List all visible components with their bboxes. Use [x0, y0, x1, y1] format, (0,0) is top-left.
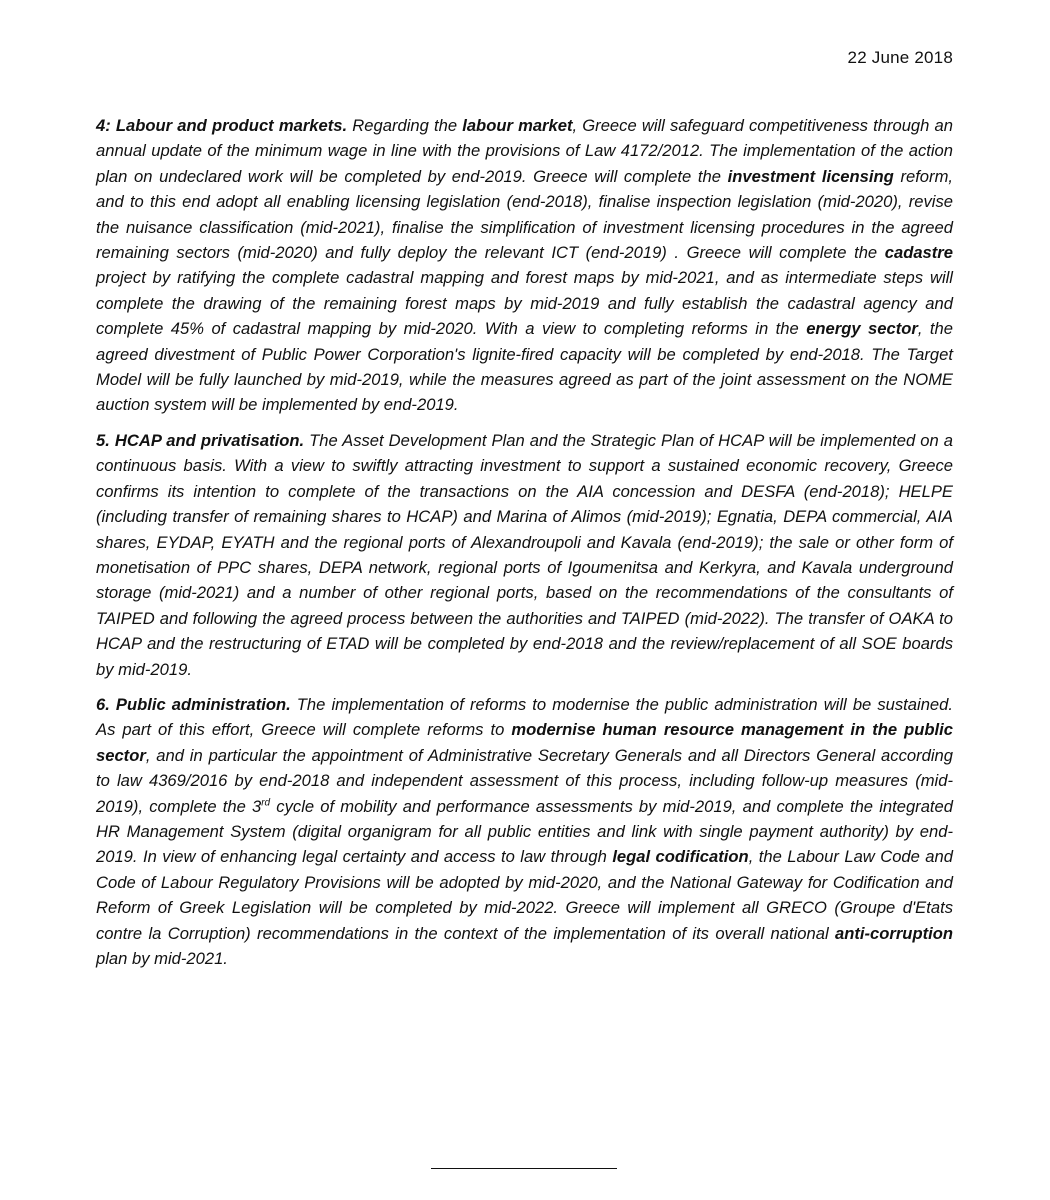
section-labour-product-markets [96, 113, 953, 418]
text-run: project by ratifying the complete cadastral mapping and forest maps by mid-2021, and as intermediate steps will complete the drawing of the remaining forest maps by mid-2019 and fully establish the cadastral agency and complete 45% of cadastral mapping by mid-2020. With a view to completing reforms in the [96, 268, 953, 339]
bold-term: 5. HCAP and privatisation. [96, 430, 305, 450]
bold-term: modernise human resource management in the public sector [96, 720, 953, 765]
document-date: 22 June 2018 [847, 48, 953, 67]
text-run: , and in particular the appointment of Administrative Secretary Generals and all Directors General according to law 4369/2016 by end-2018 and independent assessment of this process, including follow-up measures (mid-2019), complete the 3 [96, 745, 953, 816]
superscript: rd [261, 797, 271, 809]
text-run: , the agreed divestment of Public Power Corporation's lignite-fired capacity will be completed by end-2018. The Target Model will be fully launched by mid-2019, while the measures agreed as part of the joint assessment on the NOME auction system will be implemented by end-2019. [96, 319, 953, 415]
section-public-administration [96, 692, 953, 971]
text-run: plan by mid-2021. [96, 949, 228, 968]
bold-term: energy sector [806, 319, 918, 339]
text-run: cycle of mobility and performance assessments by mid-2019, and complete the integrated HR Management System (digital organigram for all public entities and link with single payment authority) by end-2019. In view of enhancing legal certainty and access to law through [96, 796, 954, 867]
bold-term: 4: Labour and product markets. [96, 116, 348, 135]
bold-term: labour market [462, 116, 573, 135]
text-run: reform, and to this end adopt all enabling licensing legislation (end-2018), finalise inspection legislation (mid-2020), revise the nuisance classification (mid-2021), finalise the simplification of investment licensing procedures in the agreed remaining sectors (mid-2020) and fully deploy the relevant ICT (end-2019) . Greece will complete the [96, 166, 953, 263]
text-run: Regarding the [347, 116, 463, 135]
bold-term: investment licensing [727, 166, 894, 186]
text-run: , the Labour Law Code and Code of Labour Regulatory Provisions will be adopted by mid-2020, and the National Gateway for Codification and Reform of Greek Legislation will be completed by mid-2022. Greece will implement all GRECO (Groupe d'Etats contre la Corruption) recommendations in the context of the implementation of its overall national [96, 847, 953, 943]
document-body [96, 113, 953, 981]
bold-term: 6. Public administration. [96, 694, 291, 714]
text-run: The implementation of reforms to modernise the public administration will be sustained. As part of this effort, Greece will complete reforms to [96, 694, 953, 740]
text-run: , Greece will safeguard competitiveness through an annual update of the minimum wage in line with the provisions of Law 4172/2012. The implementation of the action plan on undeclared work will be completed by end-2019. Greece will complete the [96, 116, 953, 186]
bold-term: anti-corruption [835, 923, 953, 943]
footer-divider [431, 1168, 617, 1169]
text-run: The Asset Development Plan and the Strategic Plan of HCAP will be implemented on a continuous basis. With a view to swiftly attracting investment to support a sustained economic recovery, Greece confirms its intention to complete of the transactions on the AIA concession and DESFA (end-2018); HELPE (including transfer of remaining shares to HCAP) and Marina of Alimos (mid-2019); Egnatia, DEPA commercial, AIA shares, EYDAP, EYATH and the regional ports of Alexandroupoli and Kavala (end-2019); the sale or other form of monetisation of PPC shares, DEPA network, regional ports of Igoumenitsa and Kerkyra, and Kavala underground storage (mid-2021) and a number of other regional ports, based on the recommendations of the consultants of TAIPED and following the agreed process between the authorities and TAIPED (mid-2022). The transfer of OAKA to HCAP and the restructuring of ETAD will be completed by end-2018 and the review/replacement of all SOE boards by mid-2019. [96, 430, 953, 679]
bold-term: cadastre [884, 243, 953, 263]
bold-term: legal codification [612, 847, 749, 867]
section-hcap-privatisation [96, 428, 953, 682]
